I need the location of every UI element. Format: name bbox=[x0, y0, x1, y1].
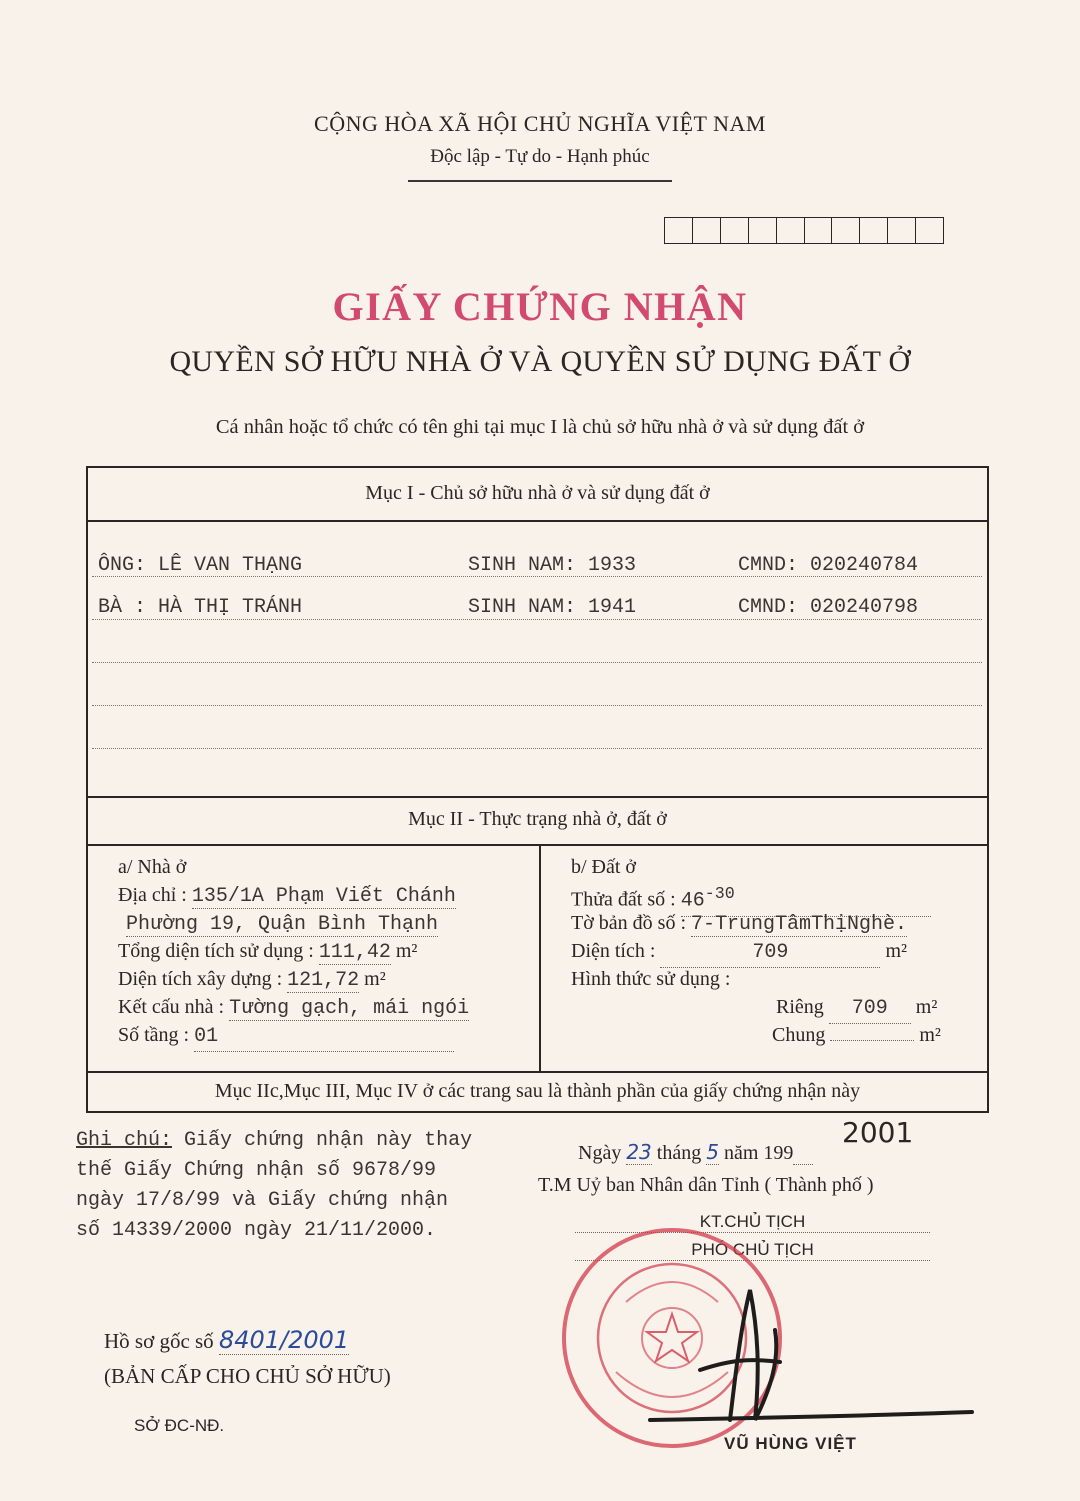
map-label: Tờ bản đồ số : bbox=[571, 912, 687, 934]
total-area-row bbox=[118, 937, 417, 967]
land-area-value: 709 bbox=[660, 939, 880, 968]
floors-value: 01 bbox=[194, 1023, 454, 1052]
blank-row-line bbox=[92, 748, 982, 749]
file-number-row bbox=[104, 1326, 349, 1354]
build-area-row bbox=[118, 965, 386, 995]
private-label: Riêng bbox=[776, 996, 824, 1018]
note-line3: ngày 17/8/99 và Giấy chứng nhận bbox=[76, 1189, 449, 1212]
divider bbox=[88, 796, 987, 798]
plot-value: 46 bbox=[680, 889, 705, 913]
year-label: năm 199 bbox=[723, 1142, 794, 1164]
authority-line: T.M Uỷ ban Nhân dân Tỉnh ( Thành phố ) bbox=[538, 1174, 874, 1196]
plot-label: Thửa đất số : bbox=[571, 888, 676, 911]
private-row bbox=[776, 993, 937, 1024]
year-handwritten: 2001 bbox=[842, 1116, 914, 1149]
column-divider bbox=[539, 844, 541, 1071]
note-block bbox=[76, 1126, 472, 1246]
house-address-label: Địa chỉ : bbox=[118, 884, 187, 906]
serial-number-boxes bbox=[664, 217, 944, 244]
shared-value bbox=[830, 1040, 914, 1041]
map-row bbox=[571, 909, 907, 939]
header-underline bbox=[408, 180, 672, 182]
divider bbox=[88, 844, 987, 846]
note-line2: thế Giấy Chứng nhận số 9678/99 bbox=[76, 1159, 437, 1182]
structure-value: Tường gạch, mái ngói bbox=[229, 997, 470, 1020]
certificate-title: GIẤY CHỨNG NHẬN bbox=[332, 284, 748, 329]
owner2-name: BÀ : HÀ THỊ TRÁNH bbox=[98, 596, 303, 619]
month-value: 5 bbox=[706, 1140, 719, 1164]
plot-sup: -30 bbox=[704, 885, 735, 904]
issue-date bbox=[578, 1140, 813, 1165]
footer-box-text: Mục IIc,Mục III, Mục IV ở các trang sau là thành phần của giấy chứng nhận này bbox=[214, 1080, 861, 1102]
note-line1: Giấy chứng nhận này thay bbox=[184, 1129, 473, 1152]
day-label: Ngày bbox=[578, 1142, 622, 1164]
shared-label: Chung bbox=[772, 1024, 826, 1046]
usage-label: Hình thức sử dụng : bbox=[571, 968, 731, 990]
total-area-label: Tổng diện tích sử dụng : bbox=[118, 940, 314, 962]
intro-text: Cá nhân hoặc tổ chức có tên ghi tại mục I là chủ sở hữu nhà ở và sử dụng đất ở bbox=[215, 416, 865, 438]
owner1-birth: SINH NAM: 1933 bbox=[468, 554, 637, 577]
divider bbox=[88, 1071, 987, 1073]
section2-title: Mục II - Thực trạng nhà ở, đất ở bbox=[408, 808, 667, 830]
unit: m² bbox=[919, 1024, 941, 1046]
house-address-value: 135/1A Phạm Viết Chánh bbox=[191, 885, 456, 908]
owner1-name: ÔNG: LÊ VAN THẠNG bbox=[98, 554, 303, 577]
copy-label: (BẢN CẤP CHO CHỦ SỞ HỮU) bbox=[104, 1364, 391, 1388]
unit: m² bbox=[915, 996, 938, 1018]
blank-row-line bbox=[92, 705, 982, 706]
build-area-value: 121,72 bbox=[287, 969, 360, 992]
map-value: 7-TrungTâmThịNghè. bbox=[691, 913, 908, 936]
blank-row-line bbox=[92, 662, 982, 663]
signature bbox=[640, 1270, 980, 1440]
office-code: SỞ ĐC-NĐ. bbox=[134, 1416, 225, 1435]
house-address-row bbox=[118, 881, 456, 911]
country-header: CỘNG HÒA XÃ HỘI CHỦ NGHĨA VIỆT NAM bbox=[314, 111, 766, 136]
month-label: tháng bbox=[656, 1142, 702, 1164]
floors-label: Số tầng : bbox=[118, 1024, 190, 1046]
file-number-value: 8401/2001 bbox=[218, 1326, 350, 1354]
vice-chairman: PHÓ CHỦ TỊCH bbox=[575, 1240, 930, 1261]
kt-chairman: KT.CHỦ TỊCH bbox=[575, 1212, 930, 1233]
note-line4: số 14339/2000 ngày 21/11/2000. bbox=[76, 1219, 437, 1242]
land-heading: b/ Đất ở bbox=[571, 856, 637, 878]
land-area-row bbox=[571, 937, 907, 968]
floors-row bbox=[118, 1021, 454, 1052]
house-heading: a/ Nhà ở bbox=[118, 856, 187, 878]
house-address-row2 bbox=[126, 909, 438, 939]
owner-row-line bbox=[92, 619, 982, 620]
unit: m² bbox=[885, 940, 907, 962]
structure-label: Kết cấu nhà : bbox=[118, 996, 225, 1018]
unit: m² bbox=[364, 968, 386, 990]
section1-title: Mục I - Chủ sở hữu nhà ở và sử dụng đất ở bbox=[365, 482, 710, 504]
build-area-label: Diện tích xây dựng : bbox=[118, 968, 283, 990]
owner1-id: CMND: 020240784 bbox=[738, 554, 919, 577]
signer-name: VŨ HÙNG VIỆT bbox=[724, 1434, 857, 1453]
structure-row bbox=[118, 993, 469, 1023]
shared-row bbox=[772, 1021, 941, 1049]
note-label: Ghi chú: bbox=[76, 1129, 173, 1152]
land-area-label: Diện tích : bbox=[571, 940, 656, 962]
certificate-subtitle: QUYỀN SỞ HỮU NHÀ Ở VÀ QUYỀN SỬ DỤNG ĐẤT Ở bbox=[169, 345, 911, 378]
house-address-value2: Phường 19, Quận Bình Thạnh bbox=[126, 913, 439, 936]
day-value: 23 bbox=[626, 1140, 652, 1164]
unit: m² bbox=[395, 940, 418, 962]
private-value: 709 bbox=[829, 995, 911, 1024]
owner2-id: CMND: 020240798 bbox=[738, 596, 919, 619]
file-number-label: Hồ sơ gốc số bbox=[104, 1329, 214, 1353]
total-area-value: 111,42 bbox=[318, 941, 391, 964]
motto: Độc lập - Tự do - Hạnh phúc bbox=[430, 146, 650, 167]
divider bbox=[88, 520, 987, 522]
owner2-birth: SINH NAM: 1941 bbox=[468, 596, 637, 619]
